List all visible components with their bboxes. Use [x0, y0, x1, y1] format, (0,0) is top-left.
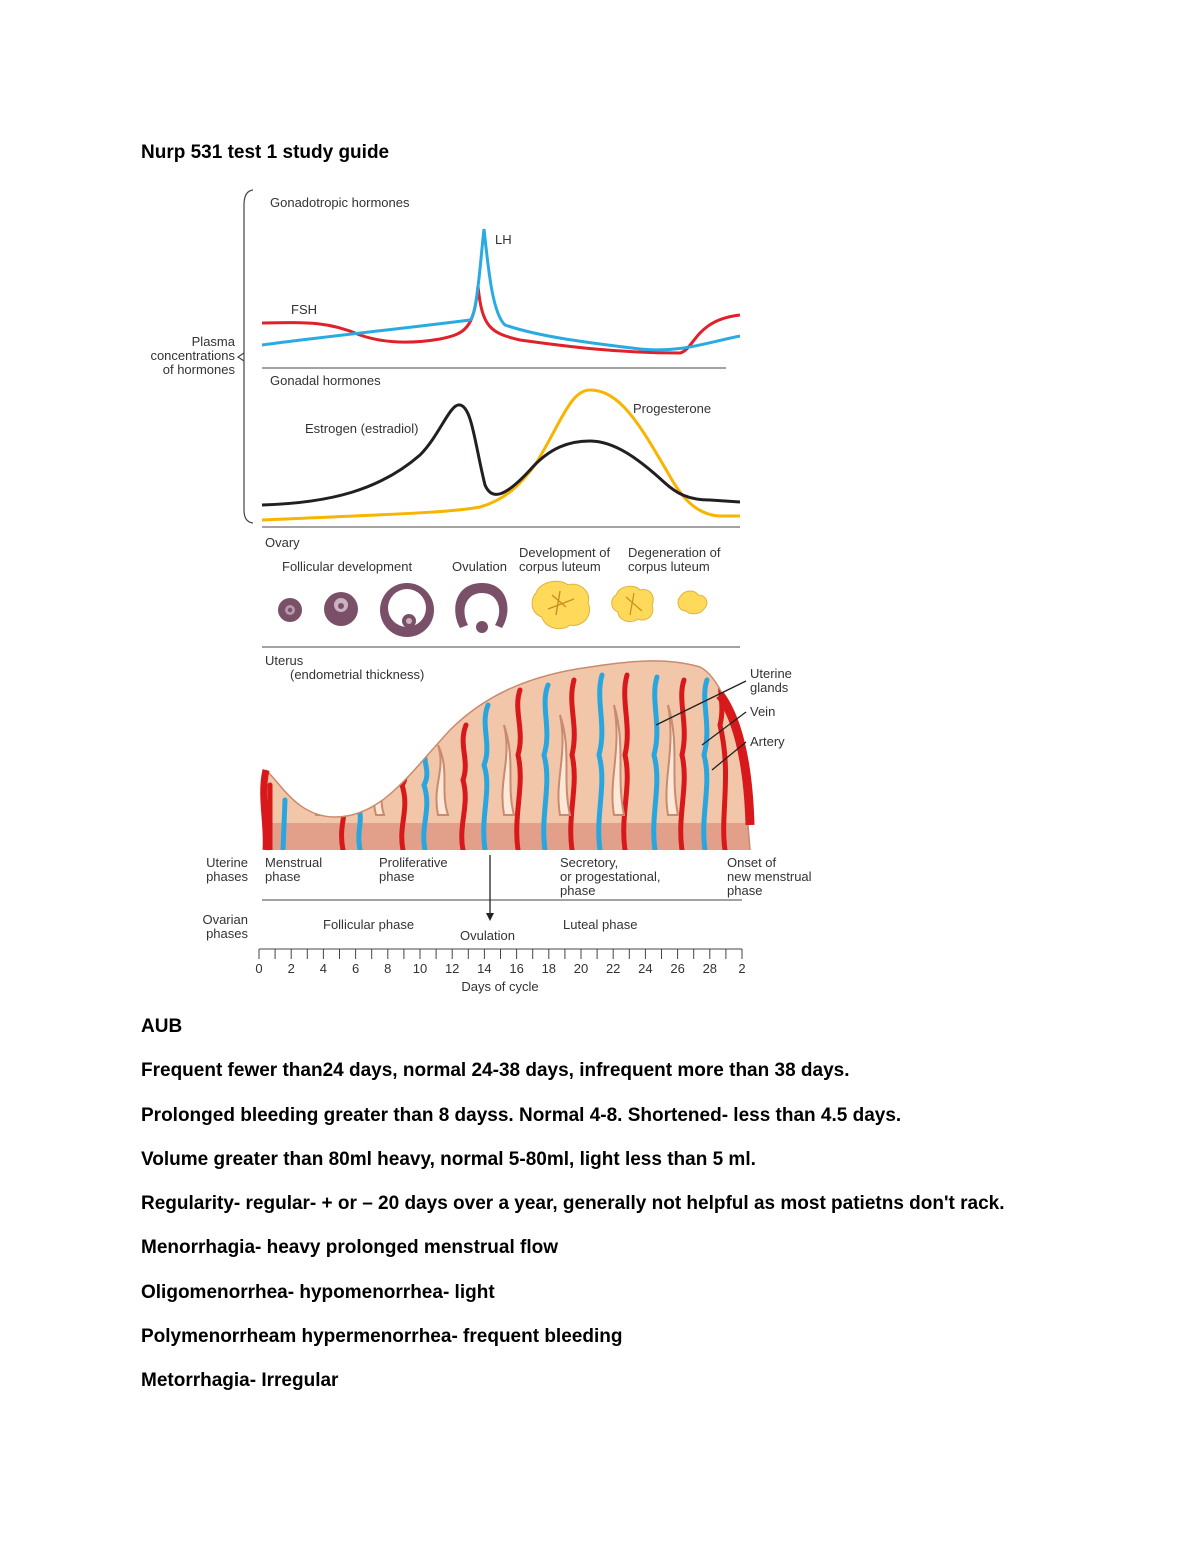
uterine-glands-label-line-1: Uterine: [750, 666, 792, 681]
estrogen-curve: [262, 405, 740, 505]
lh-curve: [262, 229, 740, 350]
mature-follicle: [380, 583, 434, 637]
menstrual-phase-line-2: phase: [265, 869, 301, 884]
progesterone-label: Progesterone: [633, 401, 712, 416]
gonadal-label: Gonadal hormones: [270, 373, 381, 388]
uterine-phases-label-line-2: phases: [206, 869, 248, 884]
proliferative-phase-line-2: phase: [379, 869, 415, 884]
luteal-phase-label: Luteal phase: [563, 917, 638, 932]
deg-corpus-label-line-1: Degeneration of: [628, 545, 721, 560]
day-tick-label: 16: [509, 961, 524, 976]
menstrual-phase-line-1: Menstrual: [265, 855, 323, 870]
deg-corpus-label-line-2: corpus luteum: [628, 559, 710, 574]
day-tick-label: 14: [477, 961, 492, 976]
follicular-phase-label: Follicular phase: [323, 917, 415, 932]
menstrual-cycle-diagram: [120, 185, 840, 1005]
day-tick-label: 24: [638, 961, 653, 976]
vein-label: Vein: [750, 704, 776, 719]
menstrual-cycle-figure: [120, 185, 840, 1005]
ovulation-bottom-label: Ovulation: [460, 928, 515, 943]
corpus-albicans: [678, 591, 707, 614]
secretory-phase-line-1: Secretory,: [560, 855, 619, 870]
ovarian-phases-label-line-1: Ovarian: [202, 912, 248, 927]
note-oligomenorrhea: Oligomenorrhea- hypomenorrhea- light: [141, 1281, 495, 1303]
day-tick-label: 0: [255, 961, 263, 976]
aub-heading: AUB: [141, 1016, 183, 1037]
secretory-phase-line-2: or progestational,: [560, 869, 661, 884]
day-tick-label: 4: [319, 961, 328, 976]
ovarian-phases-label-line-2: phases: [206, 926, 248, 941]
day-axis: [255, 949, 745, 976]
note-regularity: Regularity- regular- + or – 20 days over a year, generally not helpful as most patietns don't rack.: [141, 1193, 1005, 1215]
uterine-phases-label-line-1: Uterine: [206, 855, 248, 870]
secretory-phase-line-3: phase: [560, 883, 596, 898]
day-tick-label: 6: [351, 961, 360, 976]
ovary-label: Ovary: [265, 535, 300, 550]
follicular-development-label: Follicular development: [282, 559, 413, 574]
proliferative-phase-line-1: Proliferative: [379, 855, 448, 870]
day-tick-label: 10: [412, 961, 428, 976]
onset-phase-line-1: Onset of: [727, 855, 777, 870]
dev-corpus-label-line-1: Development of: [519, 545, 611, 560]
menstrual-shedding: [264, 770, 267, 850]
plasma-label-line-1: Plasma: [191, 334, 235, 349]
notes-section: [141, 1014, 1141, 1413]
note-metorrhagia: Metorrhagia- Irregular: [141, 1370, 339, 1392]
days-of-cycle-label: Days of cycle: [461, 979, 539, 994]
bracket-pointer: [238, 353, 244, 361]
ovulating-follicle: [455, 583, 507, 633]
artery-label: Artery: [750, 734, 785, 749]
day-tick-label: 20: [573, 961, 589, 976]
estrogen-label: Estrogen (estradiol): [305, 421, 419, 436]
day-tick-label: 18: [541, 961, 557, 976]
gonadotropic-label: Gonadotropic hormones: [270, 195, 410, 210]
uterine-glands-label-line-2: glands: [750, 680, 789, 695]
day-tick-label: 12: [444, 961, 460, 976]
ovulation-top-label: Ovulation: [452, 559, 507, 574]
primary-follicle: [278, 598, 302, 622]
note-polymenorrhea: Polymenorrheam hypermenorrhea- frequent bleeding: [141, 1326, 623, 1348]
fsh-label: FSH: [291, 302, 317, 317]
plasma-label-line-3: of hormones: [162, 362, 235, 377]
day-tick-label: 2: [287, 961, 295, 976]
note-duration: Prolonged bleeding greater than 8 dayss. Normal 4-8. Shortened- less than 4.5 days.: [141, 1104, 902, 1126]
ovulation-arrowhead: [486, 913, 494, 921]
document-title: Nurp 531 test 1 study guide: [141, 142, 390, 163]
endometrium: [260, 655, 760, 855]
onset-phase-line-3: phase: [727, 883, 763, 898]
day-tick-label: 28: [702, 961, 718, 976]
lh-label: LH: [495, 232, 512, 247]
secondary-follicle: [324, 592, 358, 626]
endometrial-label: (endometrial thickness): [290, 667, 425, 682]
degenerating-corpus-luteum: [612, 586, 654, 621]
note-menorrhagia: Menorrhagia- heavy prolonged menstrual flow: [141, 1237, 559, 1259]
onset-phase-line-2: new menstrual: [727, 869, 812, 884]
uterus-label: Uterus: [265, 653, 304, 668]
developing-corpus-luteum: [532, 581, 590, 628]
day-tick-label: 26: [670, 961, 685, 976]
note-frequency: Frequent fewer than24 days, normal 24-38 days, infrequent more than 38 days.: [141, 1060, 850, 1082]
day-tick-label: 22: [605, 961, 621, 976]
day-tick-label: 8: [384, 961, 392, 976]
dev-corpus-label-line-2: corpus luteum: [519, 559, 601, 574]
plasma-label-line-2: concentrations: [150, 348, 235, 363]
plasma-bracket: [244, 190, 253, 523]
day-tick-label: 2: [738, 961, 746, 976]
note-volume: Volume greater than 80ml heavy, normal 5-80ml, light less than 5 ml.: [141, 1148, 756, 1170]
